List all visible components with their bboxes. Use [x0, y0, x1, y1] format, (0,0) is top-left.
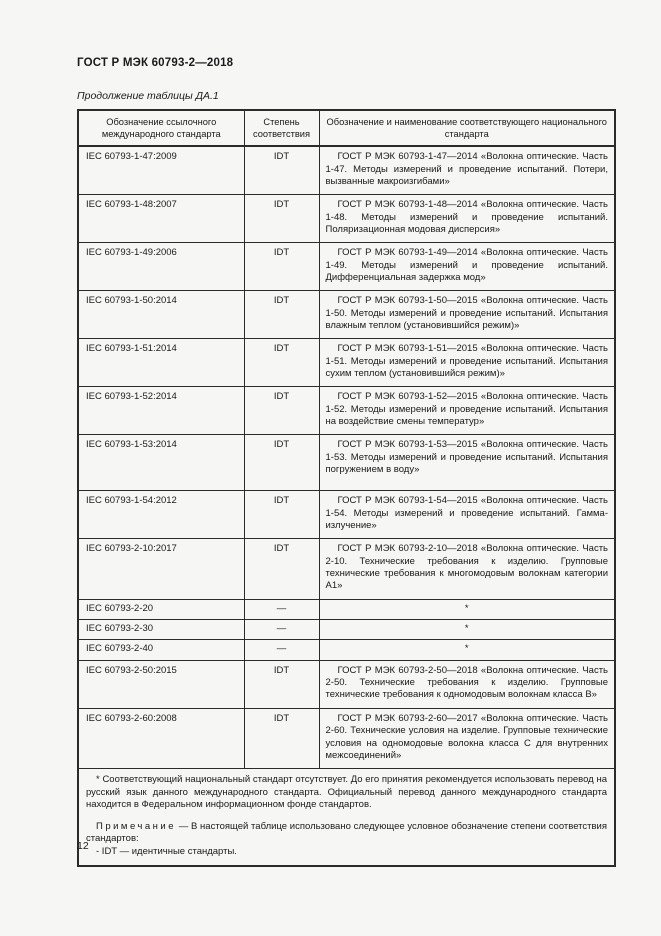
standards-correspondence-table — [77, 109, 616, 867]
cell-degree: IDT — [244, 339, 319, 387]
table-footer-row — [78, 769, 615, 867]
cell-degree: IDT — [244, 708, 319, 768]
cell-national: ГОСТ Р МЭК 60793-1-53—2015 «Волокна оптические. Часть 1-53. Методы измерений и проведение испытаний. Испытания погружением в воду» — [319, 435, 615, 491]
cell-reference: IEC 60793-1-53:2014 — [78, 435, 244, 491]
column-header-national-standard: Обозначение и наименование соответствующего национального стандарта — [319, 110, 615, 146]
cell-reference: IEC 60793-2-20 — [78, 599, 244, 619]
cell-reference: IEC 60793-1-48:2007 — [78, 195, 244, 243]
cell-reference: IEC 60793-1-54:2012 — [78, 491, 244, 539]
cell-national: ГОСТ Р МЭК 60793-1-54—2015 «Волокна оптические. Часть 1-54. Методы измерений и проведение испытаний. Гамма-излучение» — [319, 491, 615, 539]
cell-reference: IEC 60793-1-52:2014 — [78, 387, 244, 435]
footnote-text: * Соответствующий национальный стандарт отсутствует. До его принятия рекомендуется использовать перевод на русский язык данного международного стандарта. Официальный перевод данного международного стандарта находится в Федеральном информационном фонде стандартов. — [86, 774, 607, 811]
table-footnote-cell — [78, 769, 615, 867]
cell-national: ГОСТ Р МЭК 60793-2-60—2017 «Волокна оптические. Часть 2-60. Технические условия на изделие. Групповые технические условия на одномодовые волокна класса С для внутренних межсоединений» — [319, 708, 615, 768]
cell-degree: IDT — [244, 146, 319, 195]
table-row — [78, 620, 615, 640]
cell-national: ГОСТ Р МЭК 60793-1-52—2015 «Волокна оптические. Часть 1-52. Методы измерений и проведение испытаний. Испытания на воздействие смены температур» — [319, 387, 615, 435]
cell-national: * — [319, 640, 615, 660]
cell-national: ГОСТ Р МЭК 60793-2-50—2018 «Волокна оптические. Часть 2-50. Технические требования к изделию. Групповые технические требования к одномодовым волокнам класса В» — [319, 660, 615, 708]
cell-national: ГОСТ Р МЭК 60793-1-51—2015 «Волокна оптические. Часть 1-51. Методы измерений и проведение испытаний. Испытания сухим теплом (установившийся режим)» — [319, 339, 615, 387]
table-row — [78, 146, 615, 195]
page-content — [77, 57, 614, 867]
cell-reference: IEC 60793-2-40 — [78, 640, 244, 660]
table-header — [78, 110, 615, 146]
note-item-idt: - IDT — идентичные стандарты. — [96, 845, 237, 857]
cell-reference: IEC 60793-1-49:2006 — [78, 243, 244, 291]
cell-national: ГОСТ Р МЭК 60793-1-47—2014 «Волокна оптические. Часть 1-47. Методы измерений и проведение испытаний. Потери, вызванные макроизгибами» — [319, 146, 615, 195]
table-row — [78, 195, 615, 243]
cell-degree: — — [244, 599, 319, 619]
cell-national: * — [319, 599, 615, 619]
cell-degree: IDT — [244, 195, 319, 243]
table-row — [78, 387, 615, 435]
table-row — [78, 599, 615, 619]
cell-national: ГОСТ Р МЭК 60793-1-48—2014 «Волокна оптические. Часть 1-48. Методы измерений и проведение испытаний. Поляризационная модовая дисперсия» — [319, 195, 615, 243]
note-text: — В настоящей таблице использовано следующее условное обозначение степени соответствия стандартов: — [86, 820, 608, 845]
page-number: 12 — [77, 840, 89, 852]
note-label: Примечание — [96, 820, 176, 832]
table-row — [78, 339, 615, 387]
table-caption: Продолжение таблицы ДА.1 — [77, 90, 219, 102]
table-row — [78, 708, 615, 768]
cell-degree: IDT — [244, 491, 319, 539]
cell-degree: IDT — [244, 660, 319, 708]
table-row — [78, 539, 615, 599]
cell-degree: IDT — [244, 243, 319, 291]
cell-reference: IEC 60793-1-50:2014 — [78, 291, 244, 339]
cell-national: * — [319, 620, 615, 640]
table-row — [78, 291, 615, 339]
cell-degree: IDT — [244, 539, 319, 599]
cell-reference: IEC 60793-1-47:2009 — [78, 146, 244, 195]
cell-national: ГОСТ Р МЭК 60793-2-10—2018 «Волокна оптические. Часть 2-10. Технические требования к изделию. Групповые технические требования к многомодовым волокнам категории А1» — [319, 539, 615, 599]
cell-reference: IEC 60793-2-50:2015 — [78, 660, 244, 708]
cell-reference: IEC 60793-1-51:2014 — [78, 339, 244, 387]
cell-degree: IDT — [244, 387, 319, 435]
cell-degree: IDT — [244, 291, 319, 339]
table-row — [78, 660, 615, 708]
cell-degree: IDT — [244, 435, 319, 491]
table-row — [78, 491, 615, 539]
table-row — [78, 243, 615, 291]
cell-national: ГОСТ Р МЭК 60793-1-50—2015 «Волокна оптические. Часть 1-50. Методы измерений и проведение испытаний. Испытания влажным теплом (установившийся режим)» — [319, 291, 615, 339]
cell-reference: IEC 60793-2-10:2017 — [78, 539, 244, 599]
cell-degree: — — [244, 620, 319, 640]
cell-degree: — — [244, 640, 319, 660]
cell-reference: IEC 60793-2-30 — [78, 620, 244, 640]
note-paragraph — [86, 821, 607, 846]
document-header-title: ГОСТ Р МЭК 60793-2—2018 — [77, 57, 234, 69]
column-header-reference-standard: Обозначение ссылочного международного стандарта — [78, 110, 244, 146]
column-header-degree: Степень соответствия — [244, 110, 319, 146]
cell-reference: IEC 60793-2-60:2008 — [78, 708, 244, 768]
cell-national: ГОСТ Р МЭК 60793-1-49—2014 «Волокна оптические. Часть 1-49. Методы измерений и проведение испытаний. Дифференциальная задержка мод» — [319, 243, 615, 291]
table-row — [78, 435, 615, 491]
table-row — [78, 640, 615, 660]
